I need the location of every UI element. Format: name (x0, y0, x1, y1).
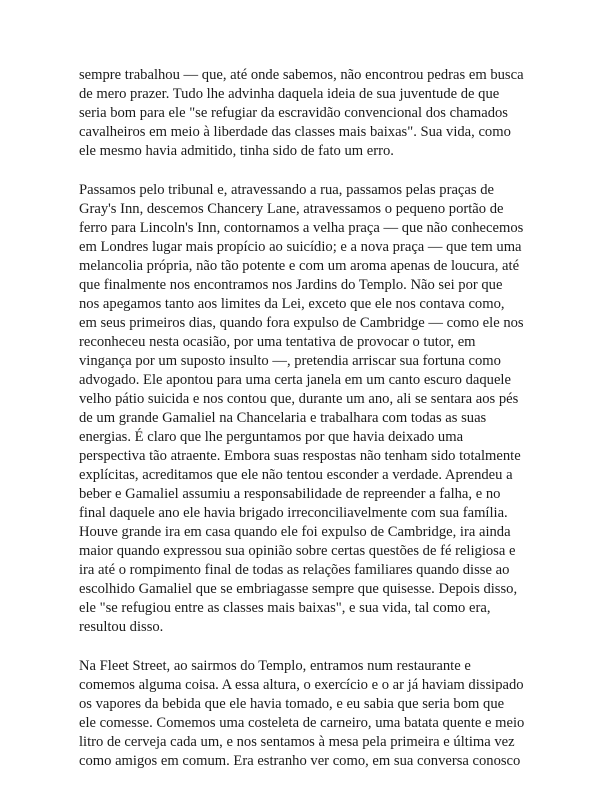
text-line: ele comesse. Comemos uma costeleta de carneiro, uma batata quente e meio (79, 715, 525, 731)
text-line: nos apegamos tanto aos limites da Lei, exceto que ele nos contava como, (79, 296, 505, 312)
text-line: que finalmente nos encontramos nos Jardins do Templo. Não sei por que (79, 277, 503, 293)
text-line: escolhido Gamaliel que se embriagasse sempre que quisesse. Depois disso, (79, 581, 518, 597)
text-line: sempre trabalhou — que, até onde sabemos, não encontrou pedras em busca (79, 67, 524, 83)
text-line: Na Fleet Street, ao sairmos do Templo, entramos num restaurante e (79, 658, 471, 674)
text-line: velho pátio suicida e nos contou que, durante um ano, ali se sentara aos pés (79, 391, 519, 407)
body-text (79, 66, 525, 791)
text-line: ferro para Lincoln's Inn, contornamos a velha praça — que não conhecemos (79, 220, 524, 236)
text-line: de mero prazer. Tudo lhe advinha daquela ideia de sua juventude de que (79, 86, 500, 102)
text-line: ele mesmo havia admitido, tinha sido de fato um erro. (79, 143, 394, 159)
text-line: litro de cerveja cada um, e nos sentamos à mesa pela primeira e última vez (79, 734, 515, 750)
text-line: de um grande Gamaliel na Chancelaria e trabalhara com todas as suas (79, 410, 487, 426)
text-line: maior quando expressou sua opinião sobre certas questões de fé religiosa e (79, 543, 516, 559)
text-line: seria bom para ele "se refugiar da escravidão convencional dos chamados (79, 105, 508, 121)
text-line: reconheceu nesta ocasião, por uma tentativa de provocar o tutor, em (79, 334, 476, 350)
text-line: ira até o rompimento final de todas as relações familiares quando disse ao (79, 562, 510, 578)
paragraph-3 (79, 657, 525, 771)
text-line: os vapores da bebida que ele havia tomado, e eu sabia que seria bom que (79, 696, 505, 712)
text-line: vingança por um suposto insulto —, pretendia arriscar sua fortuna como (79, 353, 501, 369)
text-line: Gray's Inn, descemos Chancery Lane, atravessamos o pequeno portão de (79, 201, 504, 217)
paragraph-2 (79, 181, 525, 637)
text-line: como amigos em comum. Era estranho ver como, em sua conversa conosco (79, 753, 521, 769)
text-line: melancolia própria, não tão potente e com um aroma apenas de loucura, até (79, 258, 520, 274)
paragraph-1 (79, 66, 525, 161)
text-line: Houve grande ira em casa quando ele foi expulso de Cambridge, ira ainda (79, 524, 511, 540)
text-line: final daquele ano ele havia brigado irreconciliavelmente com sua família. (79, 505, 508, 521)
text-line: advogado. Ele apontou para uma certa janela em um canto escuro daquele (79, 372, 511, 388)
text-line: resultou disso. (79, 619, 164, 635)
text-line: Passamos pelo tribunal e, atravessando a rua, passamos pelas praças de (79, 182, 494, 198)
text-line: em Londres lugar mais propício ao suicídio; e a nova praça — que tem uma (79, 239, 522, 255)
text-line: explícitas, acreditamos que ele não tentou esconder a verdade. Aprendeu a (79, 467, 513, 483)
text-line: cavalheiros em meio à liberdade das classes mais baixas". Sua vida, como (79, 124, 511, 140)
text-line: comemos alguma coisa. A essa altura, o exercício e o ar já haviam dissipado (79, 677, 524, 693)
text-line: beber e Gamaliel assumiu a responsabilidade de repreender a falha, e no (79, 486, 501, 502)
text-line: perspectiva tão atraente. Embora suas respostas não tenham sido totalmente (79, 448, 521, 464)
text-line: em seus primeiros dias, quando fora expulso de Cambridge — como ele nos (79, 315, 524, 331)
text-line: energias. É claro que lhe perguntamos por que havia deixado uma (79, 429, 464, 445)
text-line: ele "se refugiou entre as classes mais baixas", e sua vida, tal como era, (79, 600, 491, 616)
